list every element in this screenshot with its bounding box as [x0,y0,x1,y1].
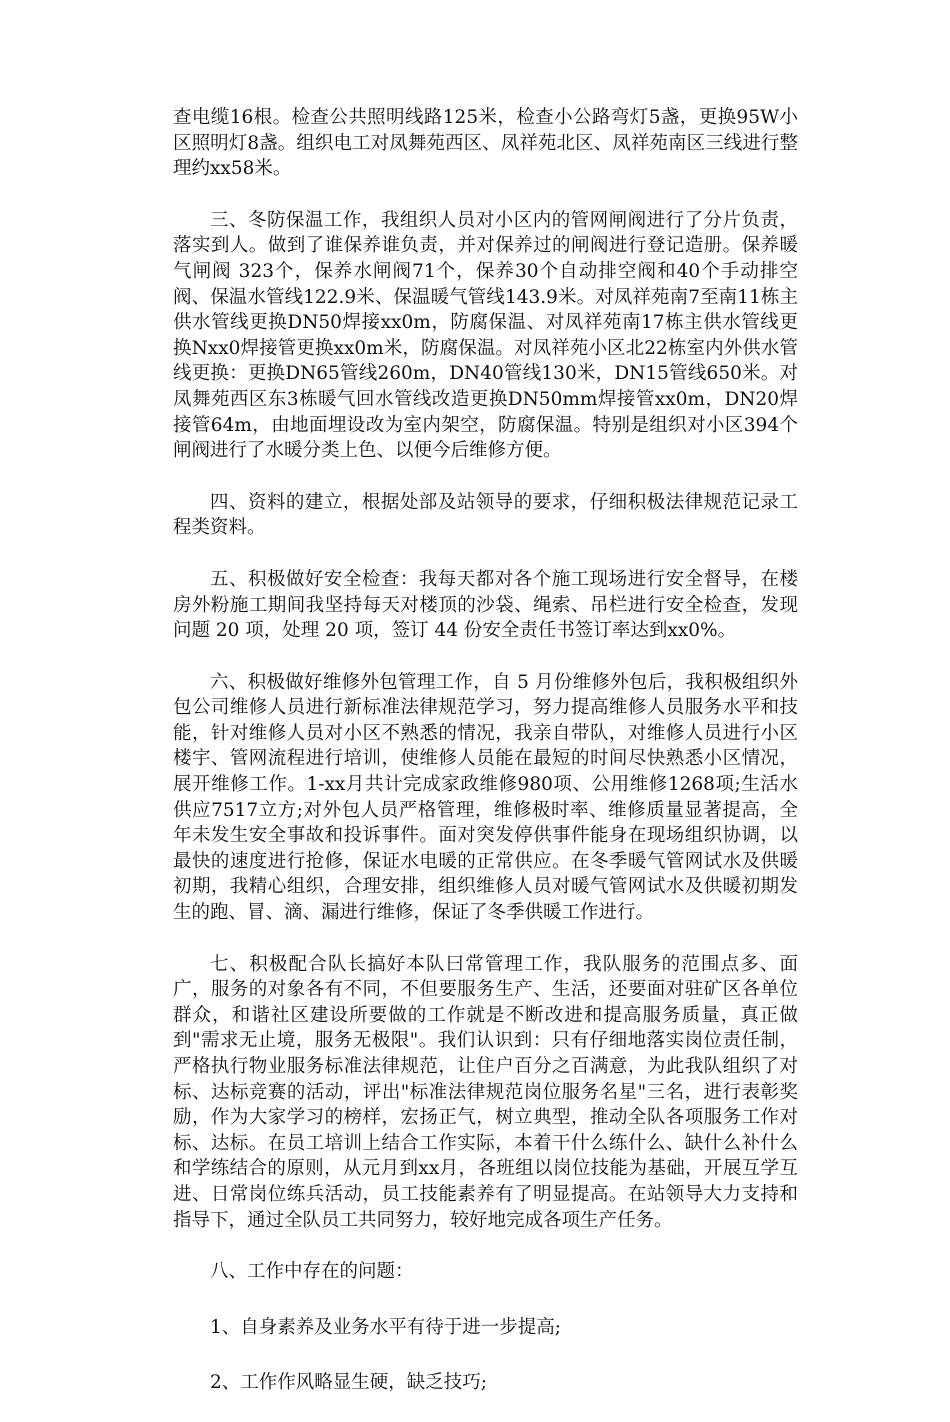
paragraph-problems-heading: 八、工作中存在的问题： [210,1261,414,1283]
paragraph-safety-inspection: 五、积极做好安全检查：我每天都对各个施工现场进行安全督导，在楼房外粉施工期间我坚持每天对楼顶的沙袋、绳索、吊栏进行安全检查，发现问题 20 项，处理 20 项，签订 44 份安全责任书签订率达到xx0%。 [173,568,798,642]
paragraph-winter-insulation: 三、冬防保温工作，我组织人员对小区内的管网闸阀进行了分片负责，落实到人。做到了谁保养谁负责，并对保养过的闸阀进行登记造册。保养暖气闸阀 323个，保养水闸阀71个，保养30个自动排空阀和40个手动排空阀、保温水管线122.9米、保温暖气管线143.9米。对凤祥苑南7至南11栋主供水管线更换DN50焊接xx0m，防腐保温、对凤祥苑南17栋主供水管线更换Nxx0焊接管更换xx0m米，防腐保温。对凤祥苑小区北22栋室内外供水管线更换：更换DN65管线260m，DN40管线130米，DN15管线650米。对凤舞苑西区东3栋暖气回水管线改造更换DN50mm焊接管xx0m，DN20焊接管64m，由地面埋设改为室内架空，防腐保温。特别是组织对小区394个闸阀进行了水暖分类上色、以便今后维修方便。 [173,209,799,462]
document-body [173,105,798,1422]
paragraph-problem-2: 2、工作作风略显生硬，缺乏技巧; [210,1372,488,1394]
paragraph-team-management: 七、积极配合队长搞好本队曰常管理工作，我队服务的范围点多、面广，服务的对象各有不同，不但要服务生产、生活，还要面对驻矿区各单位群众，和谐社区建设所要做的工作就是不断改进和提高服务质量，真正做到"需求无止境，服务无极限"。我们认识到：只有仔细地落实岗位责任制，严格执行物业服务标准法律规范，让住户百分之百满意，为此我队组织了对标、达标竞赛的活动，评出"标准法律规范岗位服务名星"三名，进行表彰奖励，作为大家学习的榜样，宏扬正气，树立典型，推动全队各项服务工作对标、达标。在员工培训上结合工作实际，本着干什么练什么、缺什么补什么和学练结合的原则，从元月到xx月，各班组以岗位技能为基础，开展互学互进、日常岗位练兵活动，员工技能素养有了明显提高。在站领导大力支持和指导下，通过全队员工共同努力，较好地完成各项生产任务。 [173,953,798,1231]
paragraph-problem-1: 1、自身素养及业务水平有待于进一步提高; [210,1316,562,1338]
paragraph-outsourced-maintenance: 六、积极做好维修外包管理工作，自 5 月份维修外包后，我积极组织外包公司维修人员进行新标准法律规范学习，努力提高维修人员服务水平和技能，针对维修人员对小区不熟悉的情况，我亲自带队，对维修人员进行小区楼宇、管网流程进行培训，使维修人员能在最短的时间尽快熟悉小区情况，展开维修工作。1-xx月共计完成家政维修980项、公用维修1268项;生活水供应7517立方;对外包人员严格管理，维修极时率、维修质量显著提高，全年未发生安全事故和投诉事件。面对突发停供事件能身在现场组织协调，以最快的速度进行抢修，保证水电暖的正常供应。在冬季暖气管网试水及供暖初期，我精心组织，合理安排，组织维修人员对暖气管网试水及供暖初期发生的跑、冒、滴、漏进行维修，保证了冬季供暖工作进行。 [173,671,798,924]
paragraph-records: 四、资料的建立，根据处部及站领导的要求，仔细积极法律规范记录工程类资料。 [173,491,798,539]
paragraph-lighting-work: 查电缆16根。检查公共照明线路125米，检查小公路弯灯5盏，更换95W小区照明灯8盏。组织电工对凤舞苑西区、凤祥苑北区、凤祥苑南区三线进行整理约xx58米。 [173,107,798,180]
